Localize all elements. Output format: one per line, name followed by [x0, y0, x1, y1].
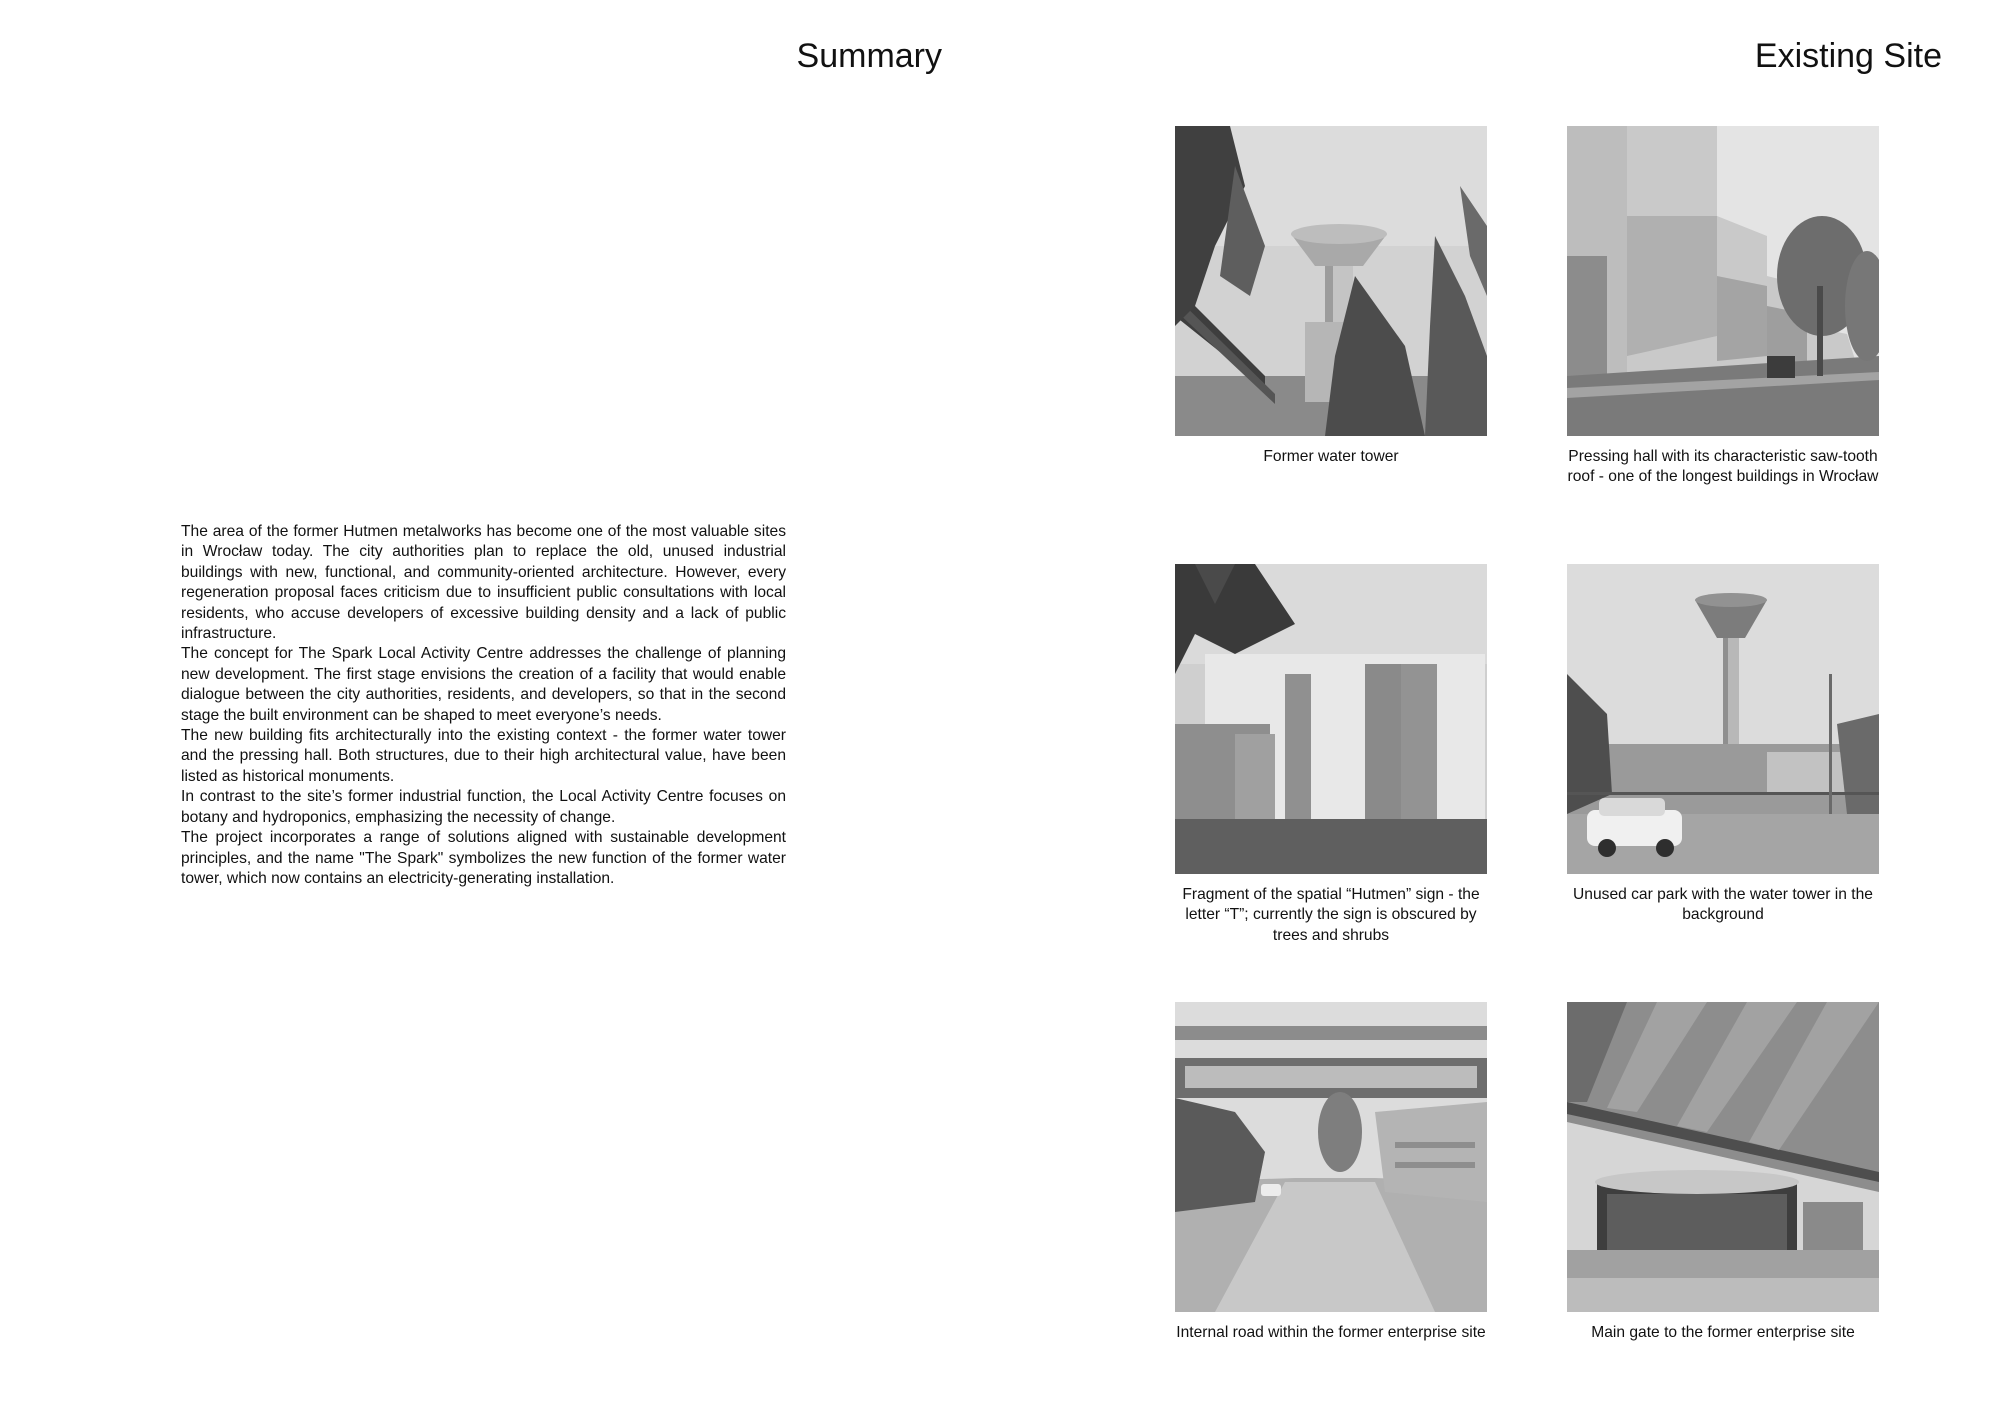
- photo-caption: Unused car park with the water tower in the background: [1573, 886, 1873, 924]
- hutmen-sign-photo: [1175, 564, 1487, 874]
- photo-card-car-park: [1567, 564, 1879, 926]
- water-tower-illustration: [1175, 126, 1487, 436]
- main-gate-illustration: [1567, 1002, 1879, 1312]
- hutmen-sign-illustration: [1175, 564, 1487, 874]
- photo-card-pressing-hall: [1567, 126, 1879, 488]
- main-gate-photo: [1567, 1002, 1879, 1312]
- page-title: Summary: [796, 37, 942, 75]
- photo-card-internal-road: [1175, 1002, 1487, 1343]
- summary-paragraph: The concept for The Spark Local Activity Centre addresses the challenge of planning new development. The first stage envisions the creation of a facility that would enable dialogue between the city authorities, residents, and developers, so that in the second stage the built environment can be shaped to meet everyone’s needs.: [181, 645, 786, 724]
- photo-caption: Former water tower: [1263, 448, 1399, 465]
- car-park-photo: [1567, 564, 1879, 874]
- summary-paragraph: The project incorporates a range of solutions aligned with sustainable development principles, and the name "The Spark" symbolizes the new function of the former water tower, which now contains an electricity-generating installation.: [181, 829, 786, 887]
- internal-road-photo: [1175, 1002, 1487, 1312]
- water-tower-photo: [1175, 126, 1487, 436]
- photo-caption: Pressing hall with its characteristic saw-tooth roof - one of the longest buildings in Wrocław: [1567, 448, 1879, 486]
- photo-card-water-tower: [1175, 126, 1487, 467]
- internal-road-illustration: [1175, 1002, 1487, 1312]
- existing-site-page: [1000, 0, 2000, 1414]
- photo-card-hutmen-sign: [1175, 564, 1487, 946]
- photo-caption: Main gate to the former enterprise site: [1591, 1324, 1855, 1341]
- pressing-hall-photo: [1567, 126, 1879, 436]
- summary-paragraph: The area of the former Hutmen metalworks has become one of the most valuable sites in Wrocław today. The city authorities plan to replace the old, unused industrial buildings with new, functional, and community-oriented architecture. However, every regeneration proposal faces criticism due to insufficient public consultations with local residents, who accuse developers of excessive building density and a lack of public infrastructure.: [181, 523, 786, 643]
- page-title: Existing Site: [1754, 37, 1942, 75]
- photo-caption: Internal road within the former enterprise site: [1176, 1324, 1486, 1341]
- car-park-illustration: [1567, 564, 1879, 874]
- pressing-hall-illustration: [1567, 126, 1879, 436]
- summary-paragraph: In contrast to the site’s former industrial function, the Local Activity Centre focuses on botany and hydroponics, emphasizing the necessity of change.: [181, 788, 786, 826]
- photo-card-main-gate: [1567, 1002, 1879, 1343]
- summary-paragraph: The new building fits architecturally into the existing context - the former water tower and the pressing hall. Both structures, due to their high architectural value, have been listed as historical monuments.: [181, 727, 786, 785]
- photo-caption: Fragment of the spatial “Hutmen” sign - the letter “T”; currently the sign is obscured by trees and shrubs: [1182, 886, 1480, 944]
- summary-text: [181, 522, 786, 889]
